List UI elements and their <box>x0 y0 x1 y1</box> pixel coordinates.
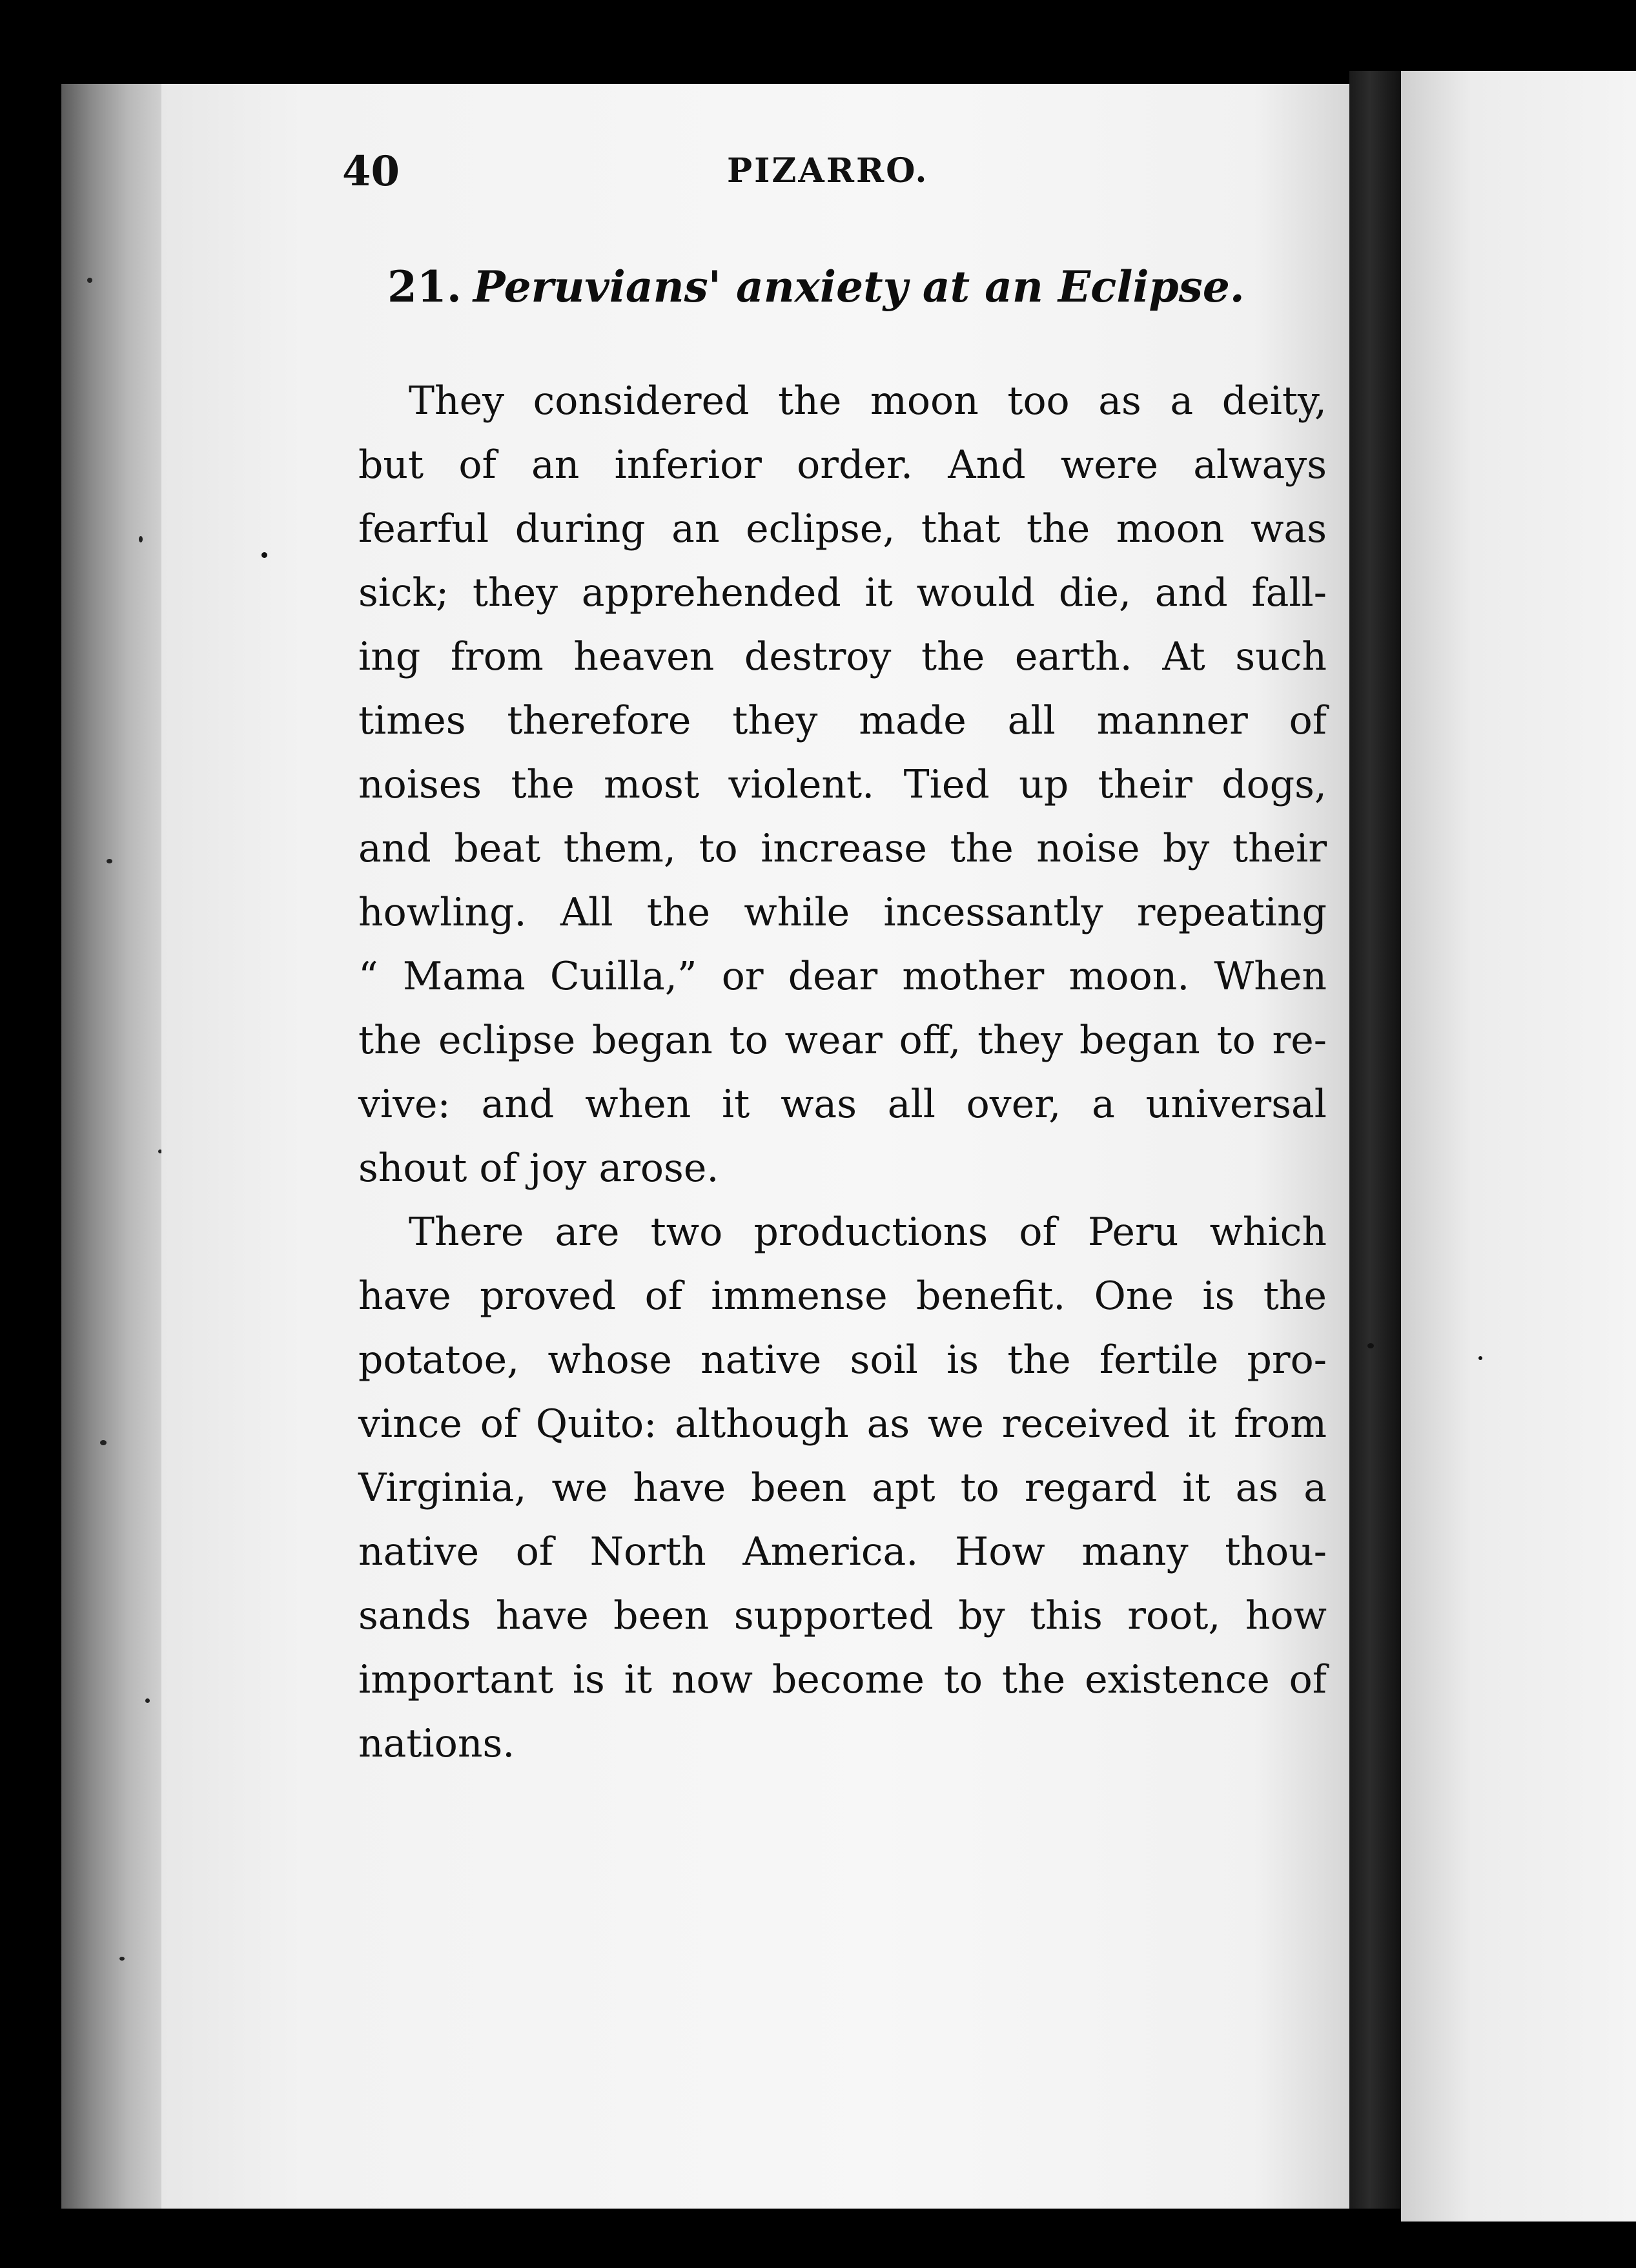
ink-speck <box>1478 1356 1482 1360</box>
facing-page-edge <box>1401 71 1636 2222</box>
paragraph <box>358 1201 1327 1776</box>
edge-speck <box>119 1957 125 1961</box>
text-line: shout of joy arose. <box>358 1146 719 1191</box>
section-heading <box>387 262 1343 312</box>
edge-speck <box>145 1698 150 1703</box>
running-head: PIZARRO. <box>727 151 929 191</box>
edge-speck <box>100 1440 107 1445</box>
text-line: “ Mama Cuilla,” or dear mother moon. When <box>358 954 1327 999</box>
edge-speck <box>87 278 92 283</box>
text-line: sick; they apprehended it would die, and fall- <box>358 570 1327 615</box>
text-line: fearful during an eclipse, that the moon was <box>358 506 1327 552</box>
body-text <box>358 369 1327 1776</box>
text-line: nations. <box>358 1721 515 1766</box>
text-line: vince of Quito: although as we received it from <box>358 1401 1327 1447</box>
section-title: Peruvians' anxiety at an Eclipse. <box>473 262 1245 312</box>
text-line: ing from heaven destroy the earth. At such <box>358 634 1327 679</box>
text-line: They considered the moon too as a deity, <box>409 378 1327 424</box>
text-line: noises the most violent. Tied up their dogs, <box>358 762 1327 807</box>
text-line: the eclipse began to wear off, they began to re- <box>358 1018 1327 1063</box>
text-line: howling. All the while incessantly repeating <box>358 890 1327 935</box>
text-line: sands have been supported by this root, how <box>358 1593 1327 1638</box>
text-line: native of North America. How many thou- <box>358 1529 1327 1574</box>
edge-speck <box>107 859 112 863</box>
text-line: have proved of immense benefit. One is the <box>358 1273 1327 1319</box>
text-line: potatoe, whose native soil is the fertile pro- <box>358 1337 1327 1383</box>
edge-speck <box>139 536 143 542</box>
page-number: 40 <box>342 147 400 196</box>
ink-speck <box>1367 1343 1374 1348</box>
paragraph <box>358 369 1327 1201</box>
text-line: important is it now become to the existence of <box>358 1657 1327 1702</box>
page-header <box>342 147 1349 205</box>
section-number: 21. <box>387 262 462 312</box>
text-line: There are two productions of Peru which <box>409 1210 1327 1255</box>
text-line: and beat them, to increase the noise by their <box>358 826 1327 871</box>
text-line: vive: and when it was all over, a universal <box>358 1082 1327 1127</box>
ink-speck <box>261 552 267 558</box>
text-line: Virginia, we have been apt to regard it as a <box>358 1465 1327 1510</box>
book-gutter <box>1349 71 1401 2209</box>
text-line: but of an inferior order. And were always <box>358 442 1327 488</box>
text-line: times therefore they made all manner of <box>358 698 1327 743</box>
